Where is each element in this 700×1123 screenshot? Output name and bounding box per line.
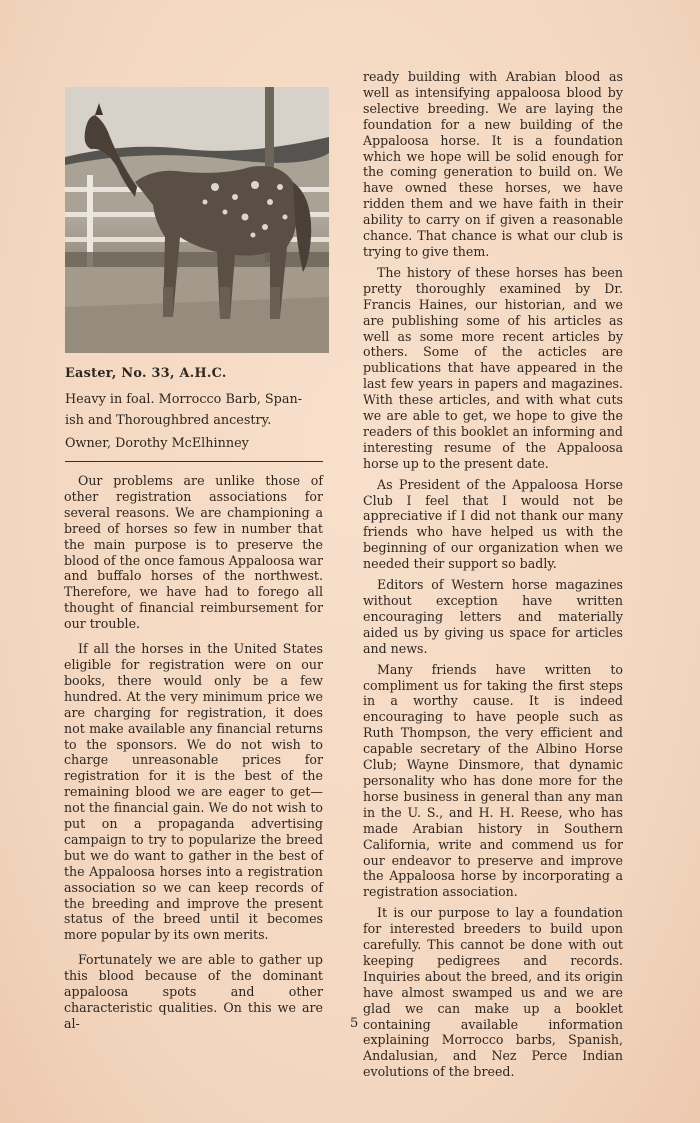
page-number: 5 xyxy=(350,1016,359,1031)
paragraph: Editors of Western horse magazines without exception have written encouraging letters and materially aided us by giving us space for articles and news. xyxy=(363,577,623,656)
caption-line-2: ish and Thoroughbred ancestry. xyxy=(65,413,272,428)
paragraph: Our problems are unlike those of other registration associations for several reasons. We are championing a breed of horses so few in number that the main purpose is to preserve the blood of the once famous Appaloosa war and buffalo horses of the northwest. Therefore, we have had to forego all thought of financial reimbursement for our trouble. xyxy=(64,473,323,632)
paragraph: If all the horses in the United States eligible for registration were on our books, there would only be a few hundred. At the very minimum price we are charging for registration, it does not make available any financial returns to the sponsors. We do not wish to charge unreasonable prices for registration for it is the best of the remaining blood we are eager to get—not the financial gain. We do not wish to put on a propaganda advertising campaign to try to popularize the breed but we do want to gather in the best of the Appaloosa horses into a registration association so we can keep records of the breeding and improve the present status of the breed until it becomes more popular by its own merits. xyxy=(64,641,323,943)
paragraph: The history of these horses has been pretty thoroughly examined by Dr. Francis Haines, our historian, and we are publishing some of his articles as well as some more recent articles by others. Some of the acticles are publications that have appeared in the last few years in papers and magazines. With these articles, and with what cuts we are able to get, we hope to give the readers of this booklet an informing and interesting resume of the Appaloosa horse up to the present date. xyxy=(363,264,623,471)
left-column xyxy=(64,473,323,1032)
caption-divider xyxy=(65,461,323,462)
horse-photo-icon xyxy=(65,87,329,353)
photo-caption-owner: Owner, Dorothy McElhinney xyxy=(65,436,249,451)
paragraph: Fortunately we are able to gather up this blood because of the dominant appaloosa spots and other characteristic qualities. On this we are al- xyxy=(64,952,323,1031)
paragraph: As President of the Appaloosa Horse Club I feel that I would not be appreciative if I did not thank our many friends who have helped us with the beginning of our organization when we needed their support so badly. xyxy=(363,476,623,572)
horse-photo xyxy=(65,87,329,353)
paragraph: ready building with Arabian blood as well as intensifying appaloosa blood by selective breeding. We are laying the foundation for a new building of the Appaloosa horse. It is a foundation which we hope will be solid enough for the coming generation to build on. We have owned these horses, we have ridden them and we have faith in their ability to carry on if given a reasonable chance. That chance is what our club is trying to give them. xyxy=(363,69,623,259)
paragraph: Many friends have written to compliment us for taking the first steps in a worthy cause. It is indeed encouraging to have people such as Ruth Thompson, the very efficient and capable secretary of the Albino Horse Club; Wayne Dinsmore, that dynamic personality who has done more for the horse business in general than any man in the U. S., and H. H. Reese, who has made Arabian history in Southern California, write and commend us for our endeavor to preserve and improve the Appaloosa horse by incorporating a registration association. xyxy=(363,661,623,900)
photo-caption-title: Easter, No. 33, A.H.C. xyxy=(65,366,227,381)
caption-line-1: Heavy in foal. Morrocco Barb, Span- xyxy=(65,392,303,407)
right-column xyxy=(363,69,623,1080)
paragraph: It is our purpose to lay a foundation for interested breeders to build upon carefully. This cannot be done with out keeping pedigrees and records. Inquiries about the breed, and its origin have almost swamped us and we are glad we can make up a booklet containing available information explaining Morrocco barbs, Spanish, Andalusian, and Nez Perce Indian evolutions of the breed. xyxy=(363,905,623,1080)
photo-caption-description xyxy=(65,389,327,431)
